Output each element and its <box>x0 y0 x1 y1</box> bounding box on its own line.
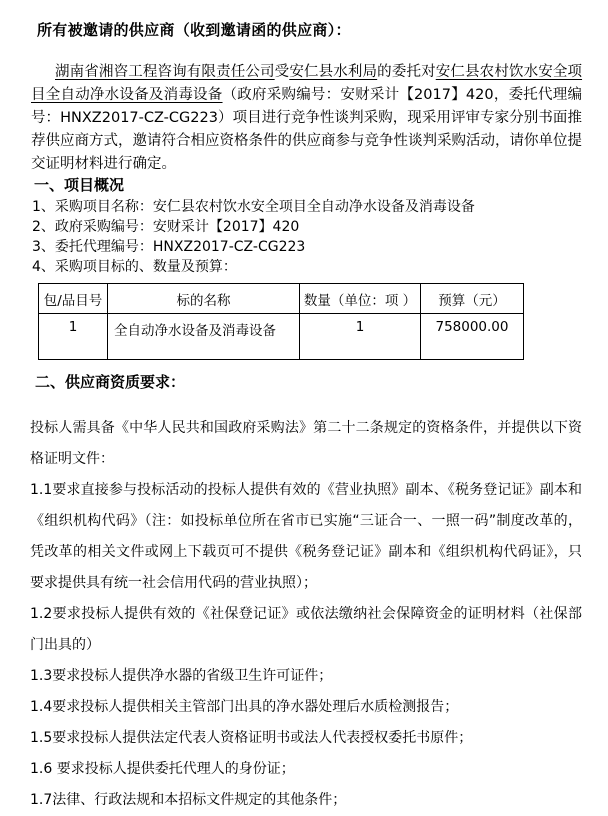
intro-project-name: 安仁县农村饮水安全项目全自动净水设备及消毒设备 <box>31 64 583 103</box>
table-header-quantity: 数量（单位：项 ） <box>300 284 421 314</box>
intro-text-1: 受 <box>274 64 290 80</box>
list-item-agency-no: 3、委托代理编号：HNXZ2017-CZ-CG223 <box>32 239 306 255</box>
budget-table <box>38 283 524 360</box>
section2-body <box>30 413 582 816</box>
requirement-1-1: 1.1要求直接参与投标活动的投标人提供有效的《营业执照》副本、《税务登记证》副本和《组织机构代码》（注：如投标单位所在省市已实施“三证合一、一照一码”制度改革的，凭改革的相关文件或网上下载页可不提供《税务登记证》副本和《组织机构代码证》，只要求提供具有统一社会信用代码的营业执照）； <box>30 482 582 591</box>
page-title: 所有被邀请的供应商（收到邀请函的供应商）： <box>37 21 351 39</box>
intro-paragraph <box>31 61 582 176</box>
requirement-1-4: 1.4要求投标人提供相关主管部门出具的净水器处理后水质检测报告； <box>30 699 459 715</box>
intro-text-2: 的委托对 <box>377 64 436 80</box>
list-item-project-name: 1、采购项目名称：安仁县农村饮水安全项目全自动净水设备及消毒设备 <box>32 199 475 215</box>
table-cell-quantity: 1 <box>300 314 421 360</box>
requirement-1-6: 1.6 要求投标人提供委托代理人的身份证； <box>30 761 295 777</box>
intro-agency-name: 湖南省湘咨工程咨询有限责任公司 <box>55 64 275 80</box>
requirement-1-3: 1.3要求投标人提供净水器的省级卫生许可证件； <box>30 668 333 684</box>
requirement-1-2: 1.2要求投标人提供有效的《社保登记证》或依法缴纳社会保障资金的证明材料（社保部门出具的） <box>30 606 582 653</box>
requirement-1-7: 1.7法律、行政法规和本招标文件规定的其他条件； <box>30 792 347 808</box>
table-header-package-no: 包/品目号 <box>39 284 108 314</box>
section1-heading: 一、项目概况 <box>34 176 125 194</box>
requirement-1-5: 1.5要求投标人提供法定代表人资格证明书或法人代表授权委托书原件； <box>30 730 473 746</box>
intro-purchaser-name: 安仁县水利局 <box>289 64 378 80</box>
qualification-intro: 投标人需具备《中华人民共和国政府采购法》第二十二条规定的资格条件，并提供以下资格证明文件： <box>30 420 582 467</box>
list-item-budget-intro: 4、采购项目标的、数量及预算： <box>32 259 237 275</box>
table-header-subject-name: 标的名称 <box>108 284 300 314</box>
table-header-budget: 预算（元） <box>421 284 524 314</box>
table-cell-package-no: 1 <box>39 314 108 360</box>
table-header-row <box>39 284 524 314</box>
intro-text-3: （政府采购编号：安财采计【2017】420，委托代理编号：HNXZ2017-CZ-CG223）项目进行竞争性谈判采购，现采用评审专家分别书面推荐供应商方式，邀请符合相应资格条件的供应商参与竞争性谈判采购活动，请你单位提交证明材料进行确定。 <box>31 87 582 172</box>
table-cell-budget: 758000.00 <box>421 314 524 360</box>
section2-heading: 二、供应商资质要求： <box>35 373 186 391</box>
list-item-gov-procurement-no: 2、政府采购编号：安财采计【2017】420 <box>32 219 300 235</box>
table-row <box>39 314 524 360</box>
section1-item-list <box>32 197 582 277</box>
table-cell-subject-name: 全自动净水设备及消毒设备 <box>108 314 300 360</box>
